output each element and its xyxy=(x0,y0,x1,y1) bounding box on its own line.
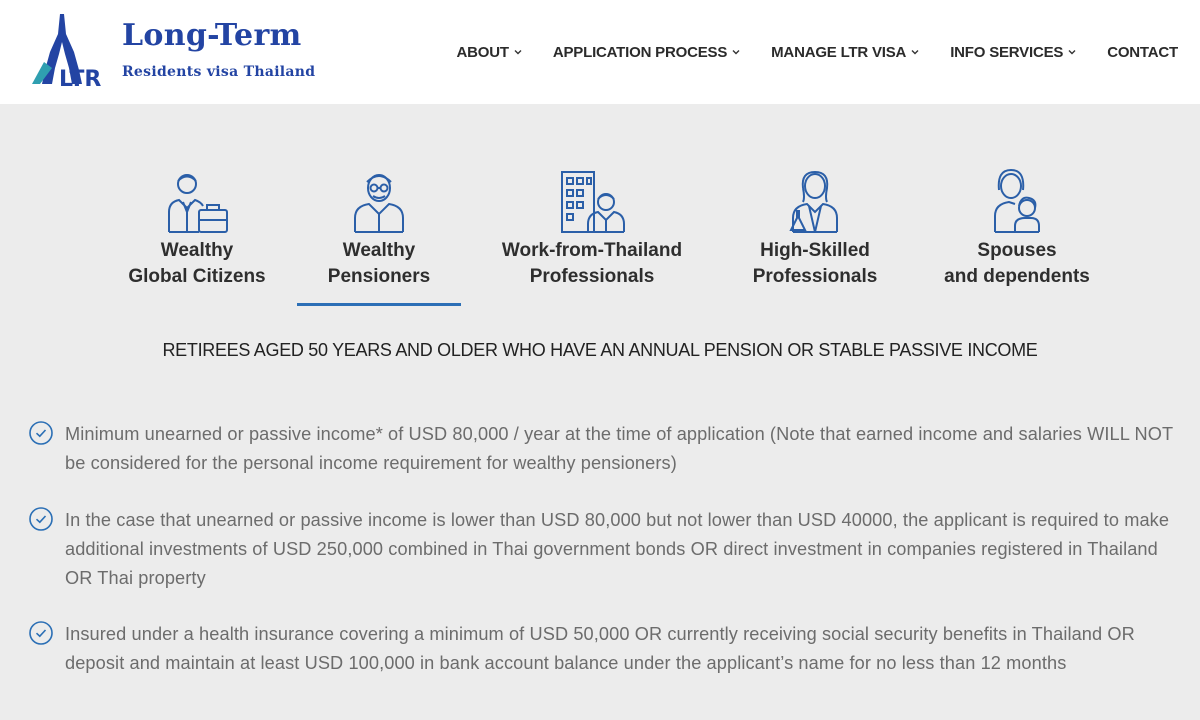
nav-contact[interactable] xyxy=(1107,40,1178,64)
check-circle-icon xyxy=(28,420,54,446)
family-icon xyxy=(981,166,1053,238)
scientist-icon xyxy=(779,166,851,238)
ltr-logo-mark xyxy=(30,12,112,88)
nav-application-process-label: APPLICATION PROCESS xyxy=(552,43,728,61)
tab-label: Work-from-Thailand Professionals xyxy=(501,240,683,287)
section-title: RETIREES AGED 50 YEARS AND OLDER WHO HAVE AN ANNUAL PENSION OR STABLE PASSIVE INCOME xyxy=(162,340,1038,360)
main-nav xyxy=(427,40,1178,64)
active-tab-indicator xyxy=(297,303,461,306)
requirement-item xyxy=(28,420,1188,482)
nav-manage-ltr-visa[interactable] xyxy=(771,40,920,64)
chevron-down-icon xyxy=(731,47,741,57)
nav-application-process[interactable] xyxy=(553,40,741,64)
check-circle-icon xyxy=(28,506,54,532)
tab-work-from-thailand-professionals[interactable] xyxy=(485,160,699,306)
nav-info-services[interactable] xyxy=(950,40,1077,64)
tab-wealthy-pensioners[interactable] xyxy=(297,160,461,306)
site-logo[interactable] xyxy=(30,12,330,92)
nav-contact-label: CONTACT xyxy=(1107,43,1178,61)
requirement-text: Insured under a health insurance covering a minimum of USD 50,000 OR currently receiving social security benefits in Thailand OR deposit and maintain at least USD 100,000 in bank account balance under the applicant’s name for no less than 12 months xyxy=(65,624,1135,673)
visa-category-tabs xyxy=(110,160,1110,310)
nav-about-label: ABOUT xyxy=(456,43,509,61)
businessman-briefcase-icon xyxy=(161,166,233,238)
tab-wealthy-global-citizens[interactable] xyxy=(110,160,284,306)
chevron-down-icon xyxy=(513,47,523,57)
requirement-item xyxy=(28,506,1188,596)
chevron-down-icon xyxy=(910,47,920,57)
office-worker-icon xyxy=(556,166,628,238)
check-circle-icon xyxy=(28,620,54,646)
tab-label: Wealthy Pensioners xyxy=(327,240,431,287)
tab-spouses-and-dependents[interactable] xyxy=(928,160,1106,306)
nav-about[interactable] xyxy=(457,40,523,64)
chevron-down-icon xyxy=(1067,47,1077,57)
requirement-text: In the case that unearned or passive income is lower than USD 80,000 but not lower than USD 40000, the applicant is required to make additional investments of USD 250,000 combined in Thai government bonds OR direct investment in companies registered in Thailand OR Thai property xyxy=(65,510,1170,588)
svg-text:LTR: LTR xyxy=(59,67,102,88)
logo-subtitle: Residents visa Thailand xyxy=(122,64,316,80)
tab-label: Spouses and dependents xyxy=(944,240,1090,287)
logo-title: Long-Term xyxy=(122,18,302,53)
pensioner-icon xyxy=(343,166,415,238)
tab-high-skilled-professionals[interactable] xyxy=(735,160,895,306)
site-header xyxy=(0,0,1200,104)
tab-label: High-Skilled Professionals xyxy=(752,240,878,287)
nav-info-services-label: INFO SERVICES xyxy=(950,43,1064,61)
tab-label: Wealthy Global Citizens xyxy=(128,240,266,287)
requirement-item xyxy=(28,620,1188,710)
requirement-text: Minimum unearned or passive income* of USD 80,000 / year at the time of application (Note that earned income and salaries WILL NOT be considered for the personal income requirement for wealthy pensioners) xyxy=(65,424,1173,473)
nav-manage-ltr-visa-label: MANAGE LTR VISA xyxy=(771,43,907,61)
